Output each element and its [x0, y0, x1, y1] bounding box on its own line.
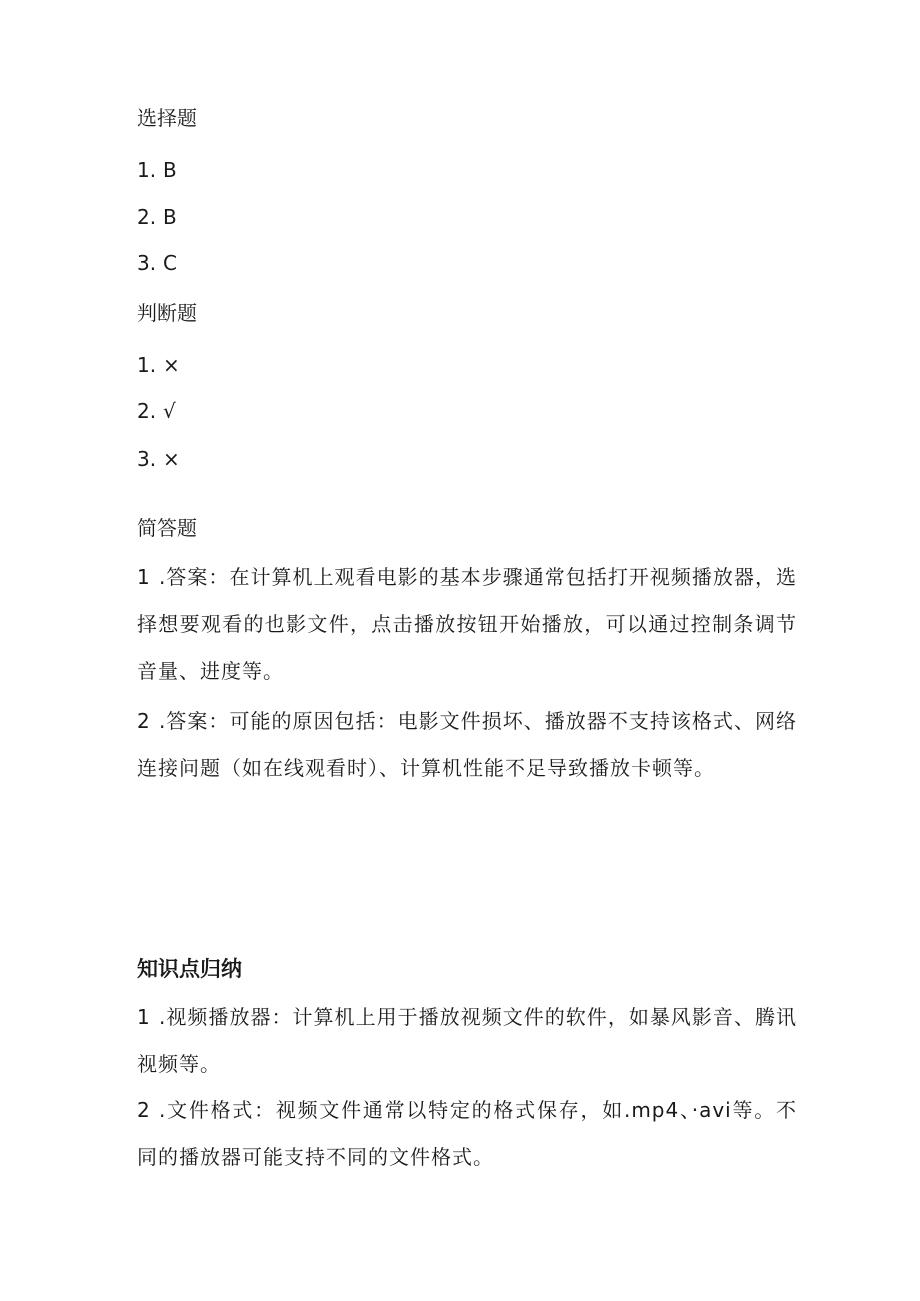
item-number: 3. — [137, 447, 157, 471]
short-answer-1 — [137, 554, 797, 695]
item-number: 1. — [137, 158, 157, 182]
item-answer: √ — [163, 399, 176, 423]
judge-item-1 — [137, 353, 180, 377]
item-number: 1. — [137, 353, 157, 377]
knowledge-point-2 — [137, 1087, 797, 1181]
item-text: .文件格式：视频文件通常以特定的格式保存，如.mp4、·avi等。不同的播放器可能支持不同的文件格式。 — [137, 1098, 797, 1169]
item-number: 1 — [137, 1005, 151, 1029]
item-answer: B — [163, 205, 177, 229]
item-text: .答案：可能的原因包括：电影文件损坏、播放器不支持该格式、网络连接问题（如在线观看时）、计算机性能不足导致播放卡顿等。 — [137, 709, 797, 780]
section-title-short: 简答题 — [137, 516, 197, 540]
item-answer: C — [163, 251, 177, 275]
item-number: 2. — [137, 205, 157, 229]
section-title-choice: 选择题 — [137, 106, 197, 130]
choice-item-1 — [137, 158, 177, 182]
item-answer: × — [163, 353, 180, 377]
choice-item-3 — [137, 251, 177, 275]
item-number: 3. — [137, 251, 157, 275]
short-answer-2 — [137, 698, 797, 792]
judge-item-2 — [137, 399, 176, 423]
item-text: .视频播放器：计算机上用于播放视频文件的软件，如暴风影音、腾讯视频等。 — [137, 1005, 797, 1076]
item-number: 2 — [137, 709, 151, 733]
item-answer: × — [163, 447, 180, 471]
item-text: .答案：在计算机上观看电影的基本步骤通常包括打开视频播放器，选择想要观看的也影文件，点击播放按钮开始播放，可以通过控制条调节音量、进度等。 — [137, 565, 797, 683]
choice-item-2 — [137, 205, 177, 229]
section-title-judge: 判断题 — [137, 301, 197, 325]
item-number: 2 — [137, 1098, 151, 1122]
item-answer: B — [163, 158, 177, 182]
judge-item-3 — [137, 447, 180, 471]
item-number: 2. — [137, 399, 157, 423]
section-title-knowledge: 知识点归纳 — [137, 957, 242, 981]
knowledge-point-1 — [137, 994, 797, 1088]
item-number: 1 — [137, 565, 151, 589]
